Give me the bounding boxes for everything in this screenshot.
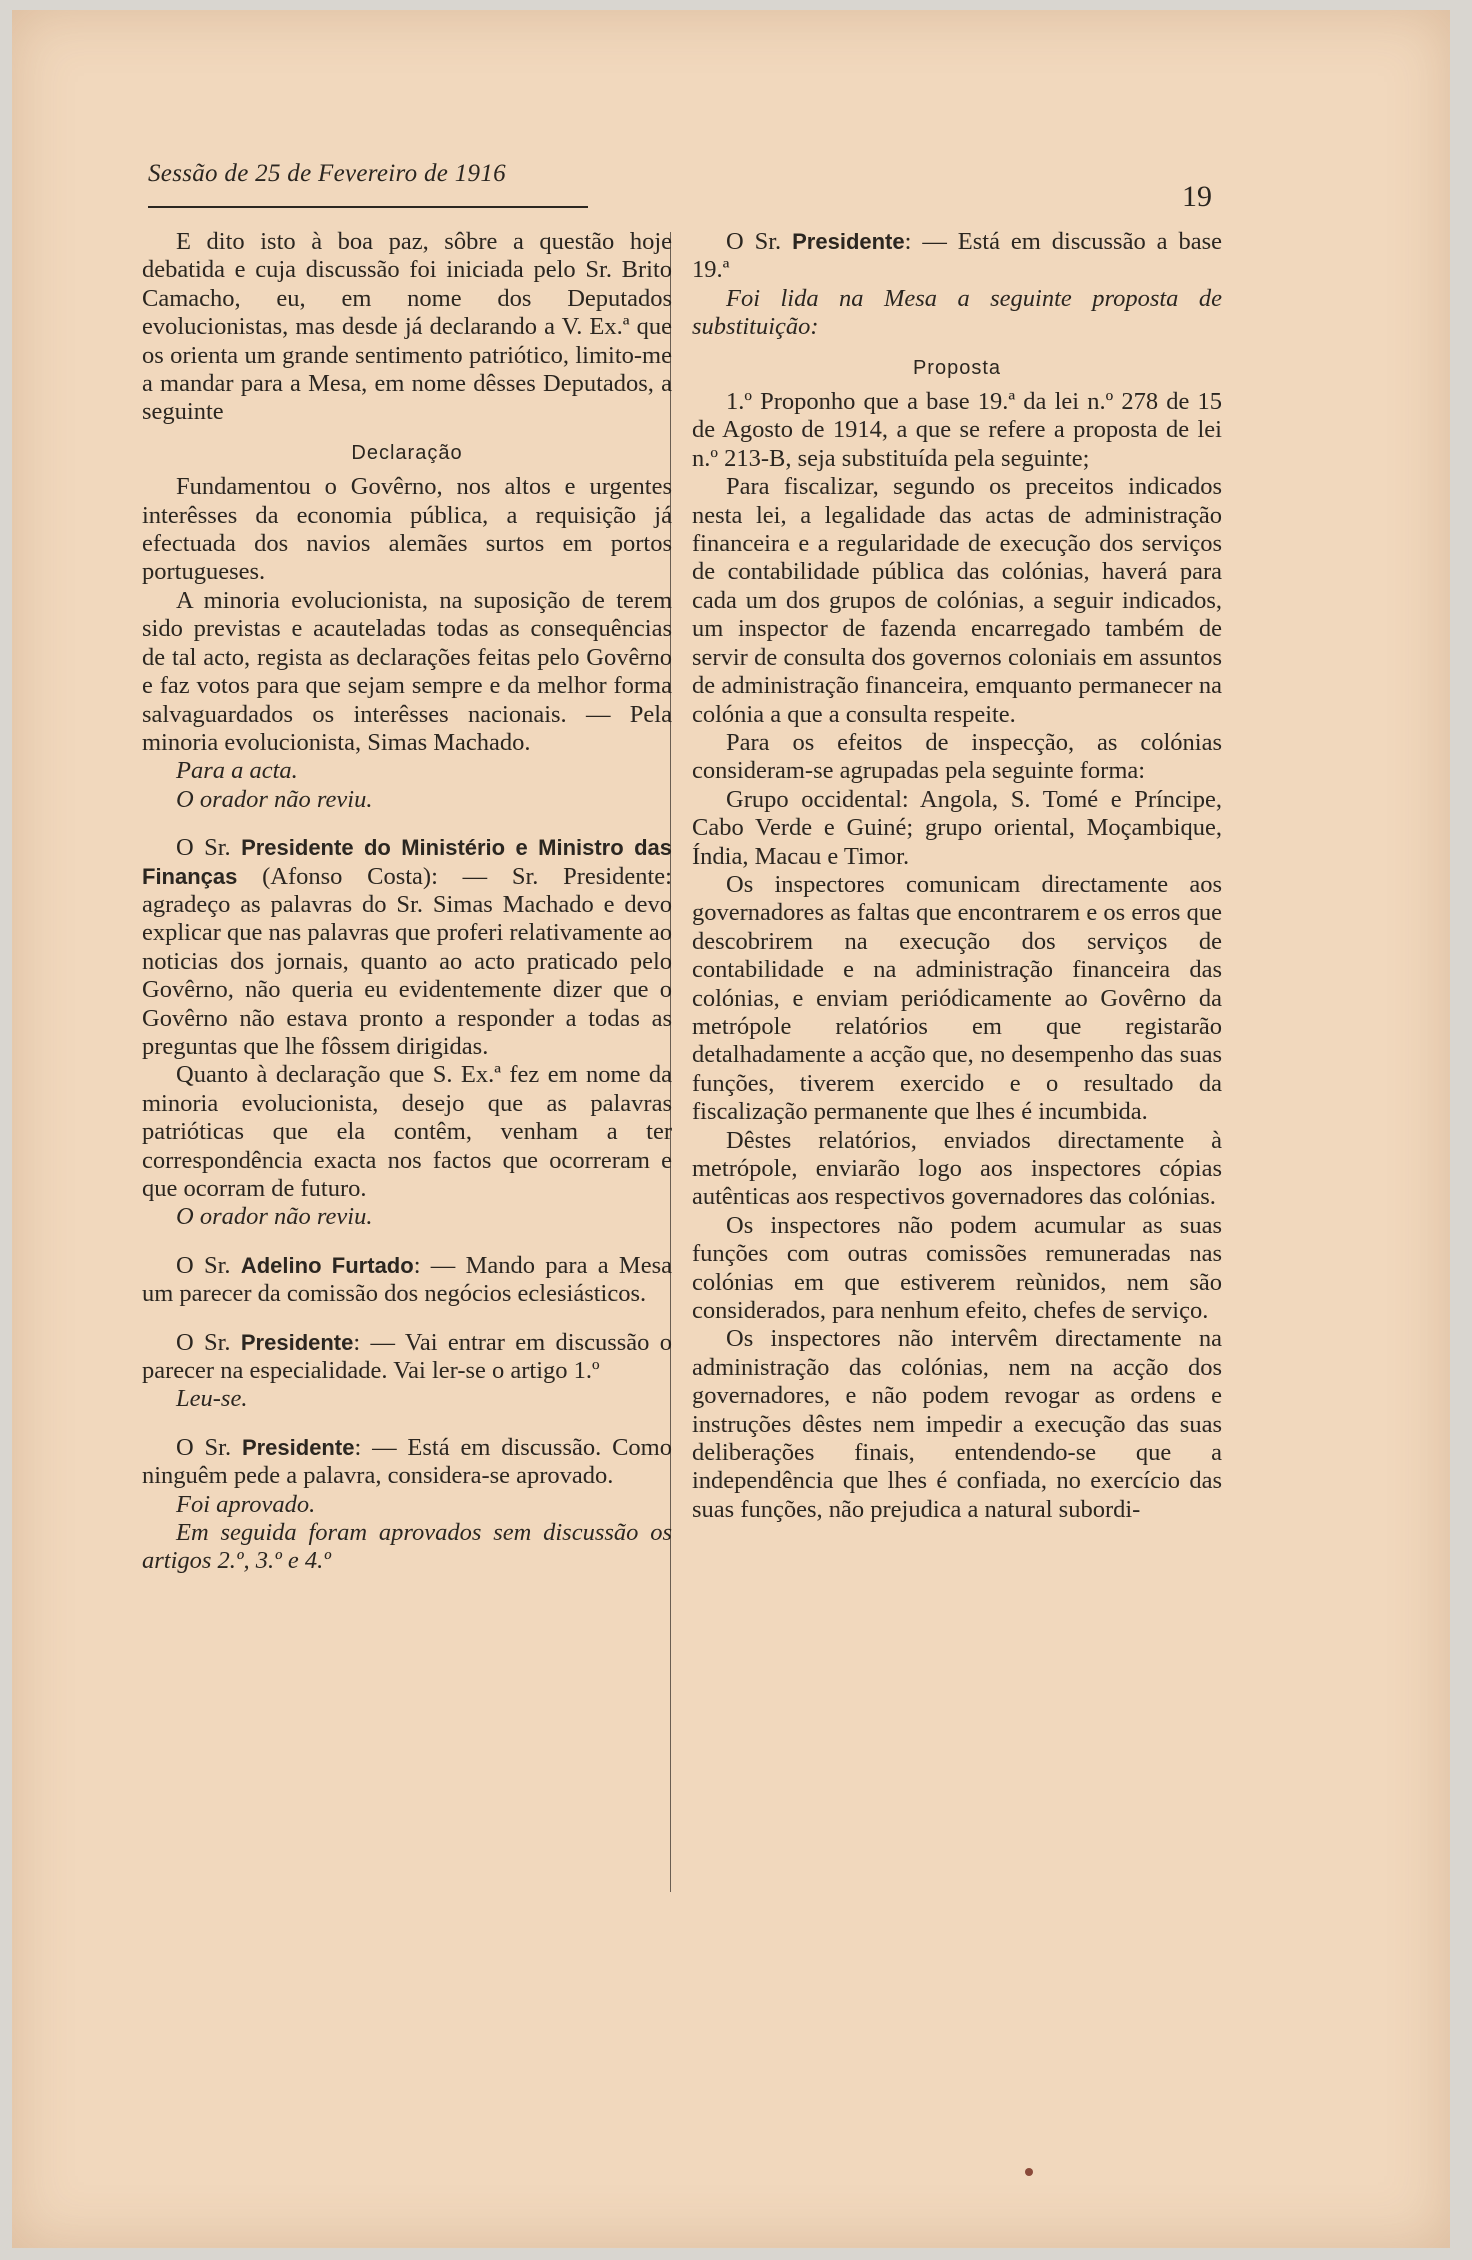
- speaker-name: Presidente: [240, 1329, 354, 1355]
- paragraph: Foi lida na Mesa a seguinte proposta de substituição:: [692, 284, 1222, 341]
- paragraph: Os inspectores não intervêm directamente na administração das colónias, nem na acção dos governadores, e não podem revogar as ordens e instruções dêstes nem impedir a execução das suas deliberações finais, entendendo-se que a independência que lhes é confiada, no exercício das suas funções, não prejudica a natural subordi-: [692, 1325, 1222, 1523]
- paragraph: Para a acta.: [176, 757, 298, 785]
- header-rule: [148, 206, 588, 208]
- speaker-name: Presidente: [241, 1434, 355, 1460]
- heading-proposta: Proposta: [912, 356, 1002, 379]
- paragraph: O orador não reviu.: [176, 785, 373, 813]
- speaker-name: Presidente do Ministério e Ministro das Finanças: [142, 835, 672, 889]
- paragraph: Quanto à declaração que S. Ex.ª fez em nome da minoria evolucionista, desejo que as palavras patrióticas que ela contêm, venham a ter correspondência exacta nos factos que ocorreram e que ocorram de futuro.: [142, 1061, 672, 1202]
- paragraph: O orador não reviu.: [176, 1203, 373, 1231]
- speech-text: : — Mando para a Mesa um parecer da comissão dos negócios eclesiásticos.: [142, 1251, 672, 1308]
- speech-prefix: O Sr.: [176, 1251, 241, 1279]
- paragraph: Grupo occidental: Angola, S. Tomé e Príncipe, Cabo Verde e Guiné; grupo oriental, Moçambique, Índia, Macau e Timor.: [692, 785, 1222, 870]
- paragraph: A minoria evolucionista, na suposição de terem sido previstas e acauteladas todas as consequências de tal acto, regista as declarações feitas pelo Govêrno e faz votos para que sejam sempre e da melhor forma salvaguardados os interêsses nacionais. — Pela minoria evolucionista, Simas Machado.: [142, 586, 672, 756]
- speech-paragraph: [142, 1329, 672, 1386]
- paragraph: Os inspectores comunicam directamente aos governadores as faltas que encontrarem e os erros que descobrirem na execução dos serviços de contabilidade e na administração financeira das colónias, e enviam periódicamente ao Govêrno da metrópole relatórios em que registarão detalhadamente a acção que, no desempenho das suas funções, tiverem exercido e o resultado da fiscalização permanente que lhes é incumbida.: [692, 870, 1222, 1126]
- paragraph: Leu-se.: [176, 1385, 248, 1413]
- speech-text: (Afonso Costa): — Sr. Presidente: agradeço as palavras do Sr. Simas Machado e devo explicar que nas palavras que proferi relativamente ao noticias dos jornais, quanto ao acto praticado pelo Govêrno, não queria eu evidentemente dizer que o Govêrno não estava pronto a responder a todas as preguntas que lhe fôssem dirigidas.: [142, 862, 672, 1060]
- speech-prefix: O Sr.: [176, 834, 242, 862]
- speech-paragraph: [692, 228, 1222, 285]
- paragraph: Os inspectores não podem acumular as suas funções com outras comissões remuneradas nas colónias em que estiverem reùnidos, nem são considerados, para nenhum efeito, chefes de serviço.: [692, 1211, 1222, 1325]
- heading-declaracao: Declaração: [351, 441, 463, 464]
- paragraph: Dêstes relatórios, enviados directamente à metrópole, enviarão logo aos inspectores cópias autênticas aos respectivos governadores das colónias.: [692, 1126, 1222, 1211]
- speech-paragraph: [142, 1252, 672, 1309]
- speech-prefix: O Sr.: [176, 1433, 242, 1461]
- paragraph: E dito isto à boa paz, sôbre a questão hoje debatida e cuja discussão foi iniciada pelo Sr. Brito Camacho, eu, em nome dos Deputados evolucionistas, mas desde já declarando a V. Ex.ª que os orienta um grande sentimento patriótico, limito-me a mandar para a Mesa, em nome dêsses Deputados, a seguinte: [142, 228, 672, 426]
- speaker-name: Adelino Furtado: [240, 1252, 414, 1278]
- speech-text: : — Está em discussão. Como ninguêm pede a palavra, considera-se aprovado.: [142, 1433, 672, 1490]
- speech-paragraph: [142, 1434, 672, 1491]
- speech-text: : — Vai entrar em discussão o parecer na especialidade. Vai ler-se o artigo 1.º: [142, 1328, 672, 1385]
- paragraph: Para fiscalizar, segundo os preceitos indicados nesta lei, a legalidade das actas de administração financeira e a regularidade de execução dos serviços de contabilidade pública das colónias, haverá para cada um dos grupos de colónias, a seguir indicados, um inspector de fazenda encarregado também de servir de consulta dos governos coloniais em assuntos de administração financeira, emquanto permanecer na colónia a que a consulta respeite.: [692, 473, 1222, 728]
- page-sheet: [12, 10, 1450, 2248]
- speech-prefix: O Sr.: [726, 228, 793, 255]
- speech-prefix: O Sr.: [176, 1328, 241, 1356]
- ink-spot: [1025, 2168, 1033, 2176]
- paragraph: 1.º Proponho que a base 19.ª da lei n.º 278 de 15 de Agosto de 1914, a que se refere a proposta de lei n.º 213-B, seja substituída pela seguinte;: [692, 388, 1222, 472]
- paragraph: Para os efeitos de inspecção, as colónias consideram-se agrupadas pela seguinte forma:: [692, 728, 1222, 785]
- paragraph: Foi aprovado.: [176, 1490, 316, 1518]
- left-column: [142, 228, 672, 1576]
- session-title: Sessão de 25 de Fevereiro de 1916: [148, 160, 506, 187]
- speaker-name: Presidente: [792, 229, 905, 254]
- right-column: [692, 228, 1222, 1524]
- paragraph: Fundamentou o Govêrno, nos altos e urgentes interêsses da economia pública, a requisição já efectuada dos navios alemães surtos em portos portugueses.: [142, 473, 672, 586]
- speech-text: : — Está em discussão a base 19.ª: [692, 228, 1222, 284]
- speech-paragraph: [142, 834, 672, 1061]
- paragraph: Em seguida foram aprovados sem discussão os artigos 2.º, 3.º e 4.º: [142, 1519, 672, 1575]
- page-number: 19: [1182, 180, 1212, 213]
